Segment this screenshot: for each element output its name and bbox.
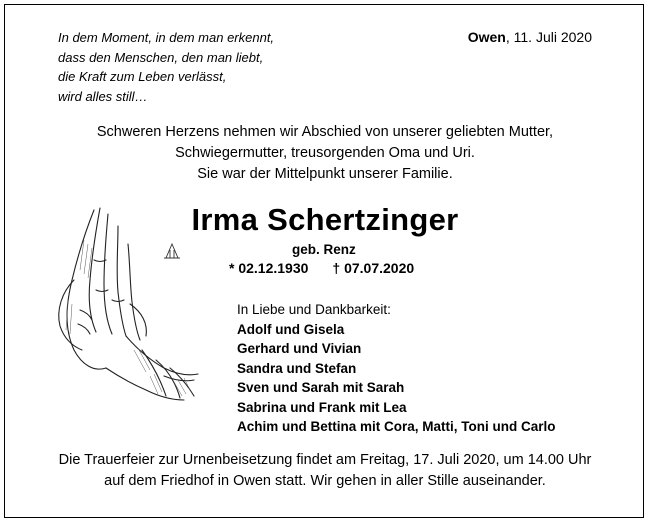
list-item: Sandra und Stefan [237,360,357,376]
mourners-list [237,300,556,437]
intro-line: Sie war der Mittelpunkt unserer Familie. [197,166,453,182]
life-dates [229,260,414,276]
poem-line: dass den Menschen, den man liebt, [58,49,264,65]
birth-date: * 02.12.1930 [229,260,309,276]
poem-line: In dem Moment, in dem man erkennt, [58,30,275,45]
place-date [468,29,592,45]
place: Owen [467,29,506,45]
mourners-lead: In Liebe und Dankbarkeit: [237,302,391,317]
death-date: † 07.07.2020 [332,260,415,276]
list-item: Gerhard und Vivian [237,341,362,356]
service-line: Die Trauerfeier zur Urnenbeisetzung findet am Freitag, 17. Juli 2020, um 14.00 Uhr [58,452,592,468]
service-info [0,450,650,492]
intro-line: Schweren Herzens nehmen wir Abschied von unserer geliebten Mutter, [96,124,554,140]
list-item: Sabrina und Frank mit Lea [237,399,407,415]
intro-line: Schwiegermutter, treusorgenden Oma und Uri. [175,145,475,161]
intro-text [0,122,650,185]
list-item: Adolf und Gisela [237,321,345,337]
date: , 11. Juli 2020 [505,29,592,45]
poem-line: die Kraft zum Leben verlässt, [58,69,227,84]
list-item: Sven und Sarah mit Sarah [237,380,405,395]
deceased-name: Irma Schertzinger [191,202,459,237]
list-item: Achim und Bettina mit Cora, Matti, Toni und Carlo [237,419,556,434]
service-line: auf dem Friedhof in Owen statt. Wir gehen in aller Stille auseinander. [104,473,546,489]
maiden-name: geb. Renz [292,242,356,257]
poem-line: wird alles still… [58,88,148,104]
poem [58,28,274,106]
